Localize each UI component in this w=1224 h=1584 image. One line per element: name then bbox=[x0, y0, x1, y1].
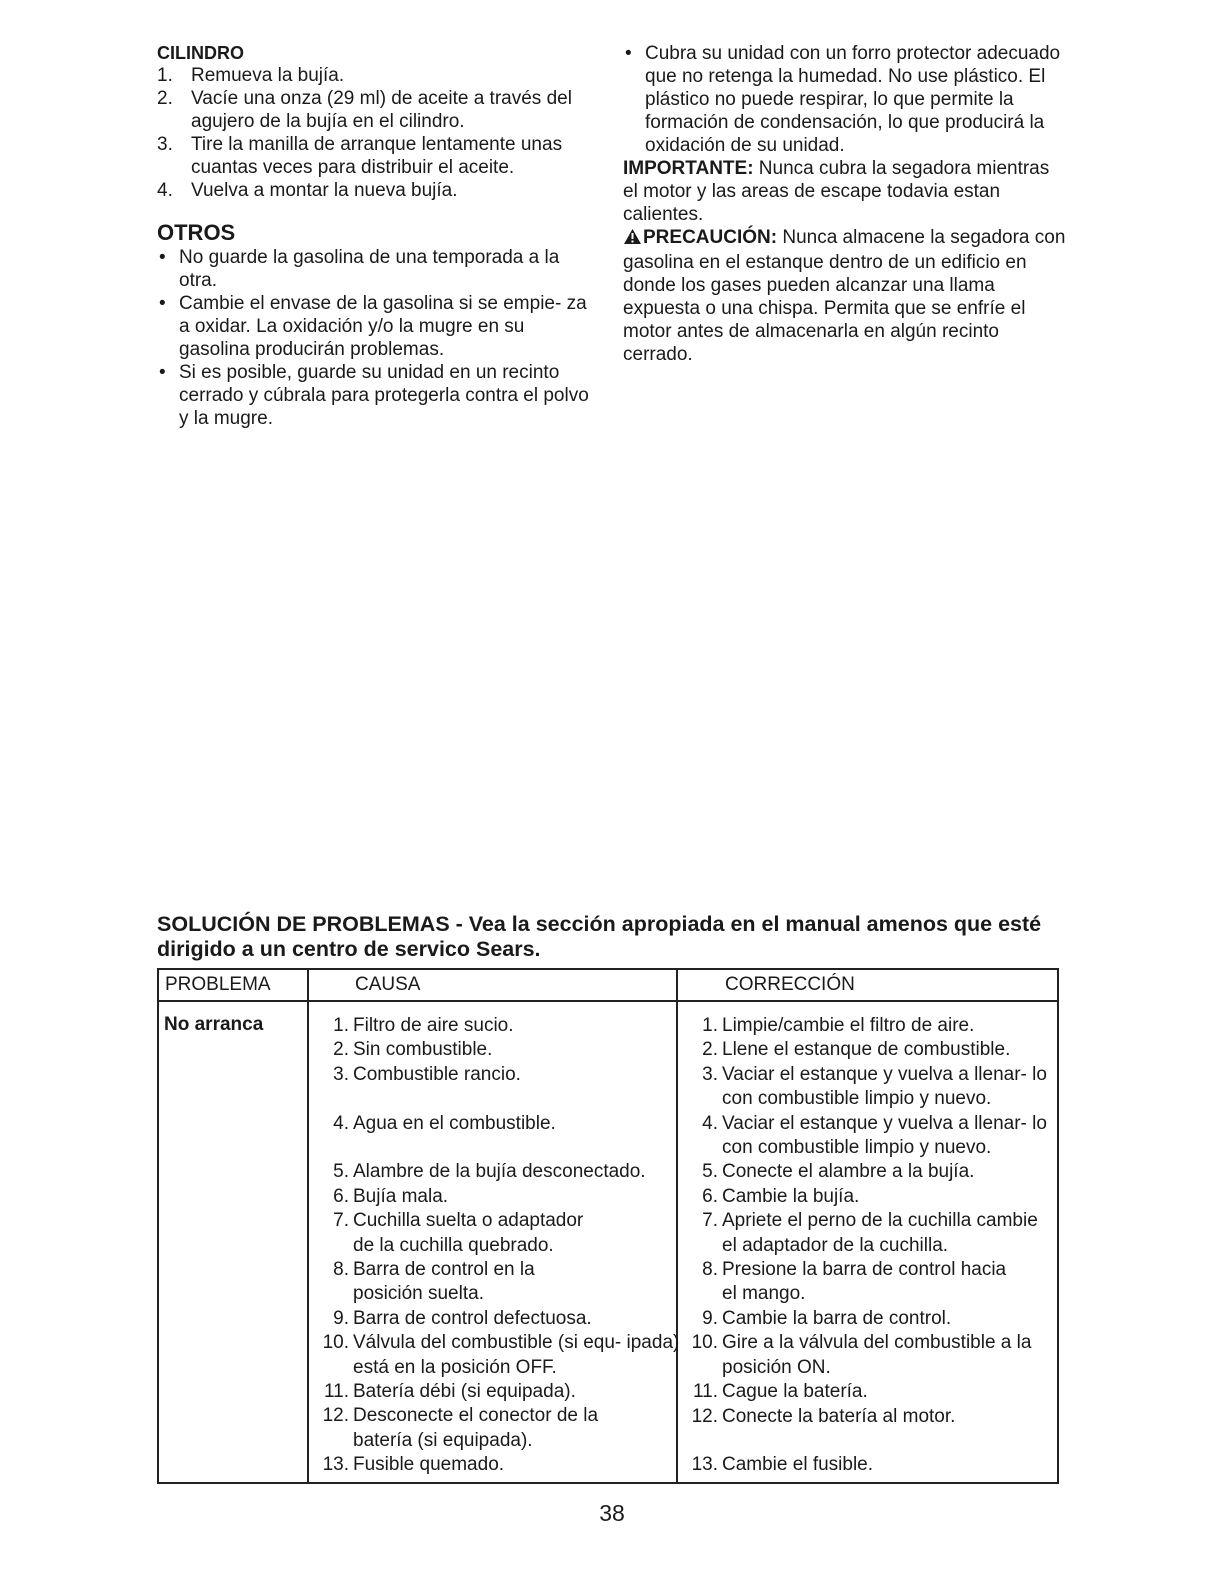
table-row: 8. Barra de control en la posición suelta. bbox=[333, 1259, 535, 1305]
list-item: • Cambie el envase de la gasolina si se empie- za a oxidar. La oxidación y/o la mugre en su gasolina producirán problemas. bbox=[159, 293, 587, 360]
bullet-icon: • bbox=[159, 247, 166, 268]
table-row: 3. Combustible rancio. bbox=[333, 1063, 521, 1085]
column-divider bbox=[307, 970, 309, 1482]
troubleshooting-title: SOLUCIÓN DE PROBLEMAS - Vea la sección apropiada en el manual amenos que esté dirigido a un centro de servico Sears. bbox=[157, 912, 1042, 961]
bullet-icon: • bbox=[625, 43, 632, 64]
otros-bullets-continued bbox=[623, 42, 1068, 157]
problem-no-arranca: No arranca bbox=[164, 1014, 264, 1035]
table-row: 10. Gire a la válvula del combustible a la posición ON. bbox=[691, 1332, 1032, 1378]
header-divider bbox=[159, 1000, 1057, 1002]
table-row: 13. Fusible quemado. bbox=[322, 1454, 505, 1476]
table-row: 8. Presione la barra de control hacia el mango. bbox=[702, 1259, 1007, 1305]
left-column bbox=[157, 42, 597, 430]
table-row: 3. Vaciar el estanque y vuelva a llenar- lo con combustible limpio y nuevo. bbox=[702, 1063, 1047, 1110]
list-item: • Cubra su unidad con un forro protector adecuado que no retenga la humedad. No use plástico. El plástico no puede respirar, lo que permite la formación de condensación, lo que producirá la oxidación de su unidad. bbox=[625, 43, 1061, 156]
table-row: 9. Barra de control defectuosa. bbox=[333, 1307, 592, 1329]
precaucion-label: PRECAUCIÓN: bbox=[643, 227, 778, 248]
causes-list bbox=[319, 1014, 680, 1478]
table-row: 4. Agua en el combustible. bbox=[333, 1112, 556, 1134]
otros-bullets bbox=[157, 246, 597, 430]
importante-label: IMPORTANTE: bbox=[623, 158, 754, 179]
list-item: 3. Tire la manilla de arranque lentamente unas cuantas veces para distribuir el aceite. bbox=[157, 134, 563, 178]
table-row: 5. Conecte el alambre a la bujía. bbox=[702, 1161, 975, 1183]
table-row: 7. Apriete el perno de la cuchilla cambie el adaptador de la cuchilla. bbox=[702, 1210, 1038, 1256]
table-row: 7. Cuchilla suelta o adaptador de la cuchilla quebrado. bbox=[333, 1210, 584, 1256]
warning-triangle-icon bbox=[623, 228, 642, 251]
table-row: 5. Alambre de la bujía desconectado. bbox=[333, 1161, 646, 1183]
header-problem: PROBLEMA bbox=[165, 974, 271, 995]
corrections-list bbox=[688, 1014, 1056, 1478]
column-divider bbox=[676, 970, 678, 1482]
table-row: 4. Vaciar el estanque y vuelva a llenar- lo con combustible limpio y nuevo. bbox=[702, 1112, 1047, 1159]
table-row: 12. Conecte la batería al motor. bbox=[691, 1405, 956, 1427]
list-item: • No guarde la gasolina de una temporada a la otra. bbox=[159, 247, 560, 291]
header-correction: CORRECCIÓN bbox=[725, 974, 855, 995]
table-row: 2. Llene el estanque de combustible. bbox=[702, 1039, 1011, 1061]
cilindro-steps bbox=[157, 64, 597, 202]
precaucion-note: PRECAUCIÓN: Nunca almacene la segadora con gasolina en el estanque dentro de un edificio en donde los gases pueden alcanzar una llama expuesta o una chispa. Permita que se enfríe el motor antes de almacenarla en algún recinto cerrado. bbox=[623, 227, 1066, 365]
table-row: 2. Sin combustible. bbox=[333, 1039, 493, 1061]
bullet-icon: • bbox=[159, 293, 166, 314]
bullet-icon: • bbox=[159, 362, 166, 383]
table-row: 1. Filtro de aire sucio. bbox=[333, 1015, 514, 1036]
list-item: 1. Remueva la bujía. bbox=[157, 65, 345, 86]
table-row: 1. Limpie/cambie el filtro de aire. bbox=[702, 1015, 975, 1036]
table-row: 6. Cambie la bujía. bbox=[702, 1185, 860, 1207]
page-number: 38 bbox=[599, 1500, 625, 1526]
table-row: 12. Desconecte el conector de la batería (si equipada). bbox=[322, 1405, 599, 1451]
table-row: 10. Válvula del combustible (si equ- ipada) está en la posición OFF. bbox=[322, 1332, 680, 1378]
header-cause: CAUSA bbox=[355, 974, 421, 995]
list-item: 2. Vacíe una onza (29 ml) de aceite a través del agujero de la bujía en el cilindro. bbox=[157, 88, 572, 132]
table-row: 9. Cambie la barra de control. bbox=[702, 1307, 952, 1329]
table-row: 11. Batería débi (si equipada). bbox=[323, 1381, 576, 1403]
list-item: 4. Vuelva a montar la nueva bujía. bbox=[157, 180, 458, 201]
importante-note: IMPORTANTE: Nunca cubra la segadora mientras el motor y las areas de escape todavia estan calientes. bbox=[623, 158, 1050, 225]
troubleshooting-table bbox=[157, 968, 1059, 1484]
list-item: • Si es posible, guarde su unidad en un recinto cerrado y cúbrala para protegerla contra el polvo y la mugre. bbox=[159, 362, 589, 429]
table-row: 13. Cambie el fusible. bbox=[691, 1454, 874, 1476]
otros-heading: OTROS bbox=[157, 220, 236, 245]
table-row: 11. Cague la batería. bbox=[692, 1381, 868, 1403]
right-column bbox=[623, 42, 1068, 366]
table-row: 6. Bujía mala. bbox=[333, 1185, 449, 1207]
cilindro-heading: CILINDRO bbox=[157, 43, 244, 63]
